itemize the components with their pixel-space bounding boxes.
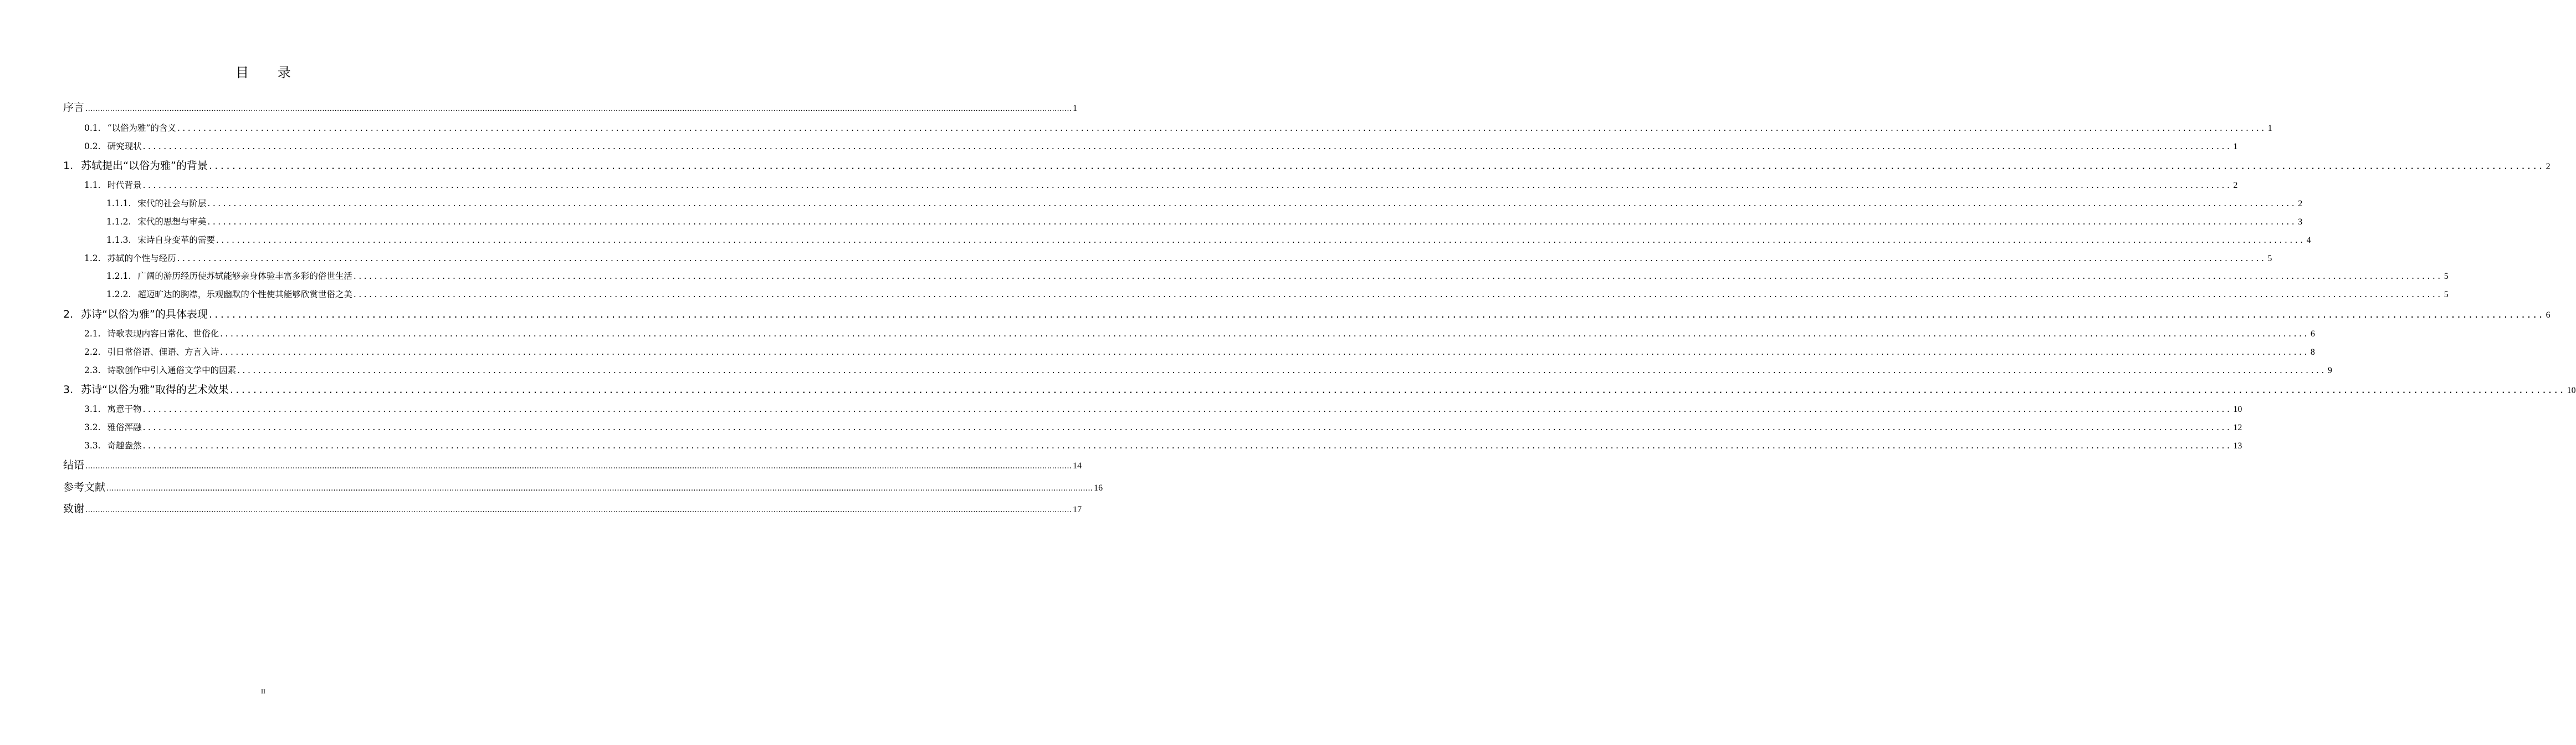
toc-entry-label: 研究现状 [107, 141, 142, 151]
dot-leader: ................................................................................................................................................................................................................................................................................................................................................................................................................ [216, 235, 2306, 245]
toc-entry-page: 13 [2233, 441, 2242, 451]
dot-leader: ................................................................................................................................................................................................................................................................................................................................................................................................................ [106, 484, 1093, 493]
toc-entry-number: 1.1. [84, 180, 101, 190]
toc-entry-page: 6 [2310, 329, 2315, 339]
toc-entry[interactable] [63, 100, 1078, 116]
dot-leader: ................................................................................................................................................................................................................................................................................................................................................................................................................ [353, 271, 2443, 281]
toc-entry-label: 致谢 [63, 503, 85, 515]
toc-entry-label: 参考文献 [63, 481, 106, 493]
toc-entry-label: 结语 [63, 459, 85, 471]
dot-leader: ................................................................................................................................................................................................................................................................................................................................................................................................................ [353, 289, 2443, 299]
toc-entry-number: 2.1. [84, 329, 101, 339]
toc-entry-label: 宋诗自身变革的需要 [137, 235, 215, 245]
toc-entry[interactable] [63, 480, 1103, 496]
toc-entry-number: 1.1.3. [106, 235, 131, 245]
toc-entry[interactable] [106, 270, 2449, 283]
toc-entry-page: 2 [2233, 181, 2238, 190]
toc-entry[interactable] [84, 328, 2315, 340]
toc-entry-label: 雅俗浑融 [107, 422, 142, 432]
toc-entry-number: 2.3. [84, 365, 101, 375]
toc-entry-number: 2. [63, 308, 74, 320]
toc-entry-page: 2 [2546, 162, 2551, 171]
toc-entry[interactable] [106, 234, 2311, 247]
toc-entry[interactable] [84, 122, 2272, 135]
toc-entry-label: 序言 [63, 101, 85, 114]
toc-entry[interactable] [84, 346, 2315, 359]
toc-entry-page: 6 [2546, 310, 2551, 320]
toc-entry-label: 宋代的思想与审美 [137, 217, 207, 227]
toc-entry-number: 1.1.1. [106, 198, 131, 208]
dot-leader: ................................................................................................................................................................................................................................................................................................................................................................................................................ [85, 506, 1072, 514]
dot-leader: ................................................................................................................................................................................................................................................................................................................................................................................................................ [142, 422, 2232, 432]
toc-entry-label: 时代背景 [107, 180, 142, 190]
dot-leader: ................................................................................................................................................................................................................................................................................................................................................................................................................ [220, 329, 2309, 339]
dot-leader: ................................................................................................................................................................................................................................................................................................................................................................................................................ [142, 441, 2232, 451]
dot-leader: ................................................................................................................................................................................................................................................................................................................................................................................................................ [208, 160, 2545, 172]
toc-entry-page: 5 [2444, 272, 2449, 281]
toc-entry-page: 4 [2306, 236, 2311, 245]
toc-entry-number: 3.2. [84, 422, 101, 432]
dot-leader: ................................................................................................................................................................................................................................................................................................................................................................................................................ [177, 123, 2267, 133]
dot-leader: ................................................................................................................................................................................................................................................................................................................................................................................................................ [142, 141, 2232, 151]
toc-entry-label: “以俗为雅”的含义 [107, 123, 176, 133]
toc-entry-page: 2 [2298, 199, 2303, 208]
toc-entry-number: 1.1.2. [106, 217, 131, 227]
toc-entry-page: 10 [2567, 386, 2576, 395]
toc-entry-number: 0.2. [84, 141, 101, 151]
toc-entry[interactable] [63, 159, 2551, 174]
toc-entry-number: 1. [63, 160, 74, 172]
dot-leader: ................................................................................................................................................................................................................................................................................................................................................................................................................ [85, 462, 1072, 471]
toc-entry-page: 1 [2267, 124, 2272, 133]
toc-entry[interactable] [84, 140, 2238, 153]
toc-entry-number: 2.2. [84, 347, 101, 357]
toc-entry-label: 引日常俗语、俚语、方言入诗 [107, 347, 219, 357]
page-number: II [261, 687, 265, 695]
toc-entry[interactable] [106, 197, 2303, 210]
toc-entry[interactable] [84, 364, 2332, 377]
toc-entry-label: 诗歌表现内容日常化、世俗化 [107, 329, 219, 339]
toc-entry[interactable] [84, 403, 2242, 416]
toc-entry-page: 14 [1073, 461, 1082, 471]
toc-entry[interactable] [84, 179, 2238, 192]
toc-entry-label: 寓意于物 [107, 404, 142, 414]
toc-entry-number: 3.3. [84, 441, 101, 451]
toc-entry[interactable] [63, 502, 1082, 517]
toc-entry[interactable] [63, 307, 2551, 323]
toc-entry[interactable] [106, 288, 2449, 301]
toc-entry-number: 3.1. [84, 404, 101, 414]
toc-entry[interactable] [63, 458, 1082, 473]
toc-entry[interactable] [84, 440, 2242, 452]
toc-entry-label: 诗歌创作中引入通俗文学中的因素 [107, 365, 237, 375]
dot-leader: ................................................................................................................................................................................................................................................................................................................................................................................................................ [142, 404, 2232, 414]
toc-entry-page: 16 [1094, 483, 1103, 493]
dot-leader: ................................................................................................................................................................................................................................................................................................................................................................................................................ [85, 104, 1072, 113]
dot-leader: ................................................................................................................................................................................................................................................................................................................................................................................................................ [229, 384, 2566, 396]
toc-entry-label: 苏诗“以俗为雅”取得的艺术效果 [81, 384, 229, 396]
page-title: 目 录 [235, 65, 303, 80]
toc-entry-page: 12 [2233, 423, 2242, 432]
toc-entry-page: 1 [1073, 104, 1078, 113]
toc-entry-label: 苏诗“以俗为雅”的具体表现 [81, 308, 208, 320]
dot-leader: ................................................................................................................................................................................................................................................................................................................................................................................................................ [207, 217, 2297, 227]
toc-entry[interactable] [84, 421, 2242, 434]
toc-entry-number: 1.2.2. [106, 289, 131, 299]
toc-entry-label: 广阔的游历经历使苏轼能够亲身体验丰富多彩的俗世生活 [137, 271, 352, 281]
toc-entry-page: 1 [2233, 142, 2238, 151]
dot-leader: ................................................................................................................................................................................................................................................................................................................................................................................................................ [220, 347, 2309, 357]
toc-entry-label: 宋代的社会与阶层 [137, 198, 207, 208]
toc-entry-label: 奇趣盎然 [107, 441, 142, 451]
toc-entry-number: 1.2. [84, 253, 101, 263]
toc-entry[interactable] [106, 216, 2303, 228]
toc-entry[interactable] [84, 252, 2272, 265]
dot-leader: ................................................................................................................................................................................................................................................................................................................................................................................................................ [142, 180, 2232, 190]
toc-entry-label: 超迈旷达的胸襟，乐观幽默的个性使其能够欣赏世俗之美 [137, 289, 352, 299]
toc-entry-label: 苏轼提出“以俗为雅”的背景 [81, 160, 208, 172]
toc-entry-label: 苏轼的个性与经历 [107, 253, 176, 263]
dot-leader: ................................................................................................................................................................................................................................................................................................................................................................................................................ [208, 308, 2545, 320]
dot-leader: ................................................................................................................................................................................................................................................................................................................................................................................................................ [237, 365, 2327, 375]
toc-entry-page: 5 [2267, 254, 2272, 263]
toc-entry-number: 3. [63, 384, 74, 396]
toc-entry-number: 0.1. [84, 123, 101, 133]
toc-entry-page: 9 [2327, 366, 2332, 375]
dot-leader: ................................................................................................................................................................................................................................................................................................................................................................................................................ [177, 253, 2267, 263]
toc-entry-page: 3 [2298, 217, 2303, 227]
toc-entry[interactable] [63, 382, 2576, 398]
toc-entry-page: 17 [1073, 505, 1082, 514]
toc-entry-number: 1.2.1. [106, 271, 131, 281]
toc-entry-page: 10 [2233, 405, 2242, 414]
toc-entry-page: 8 [2310, 348, 2315, 357]
toc-entry-page: 5 [2444, 290, 2449, 299]
dot-leader: ................................................................................................................................................................................................................................................................................................................................................................................................................ [207, 198, 2297, 208]
